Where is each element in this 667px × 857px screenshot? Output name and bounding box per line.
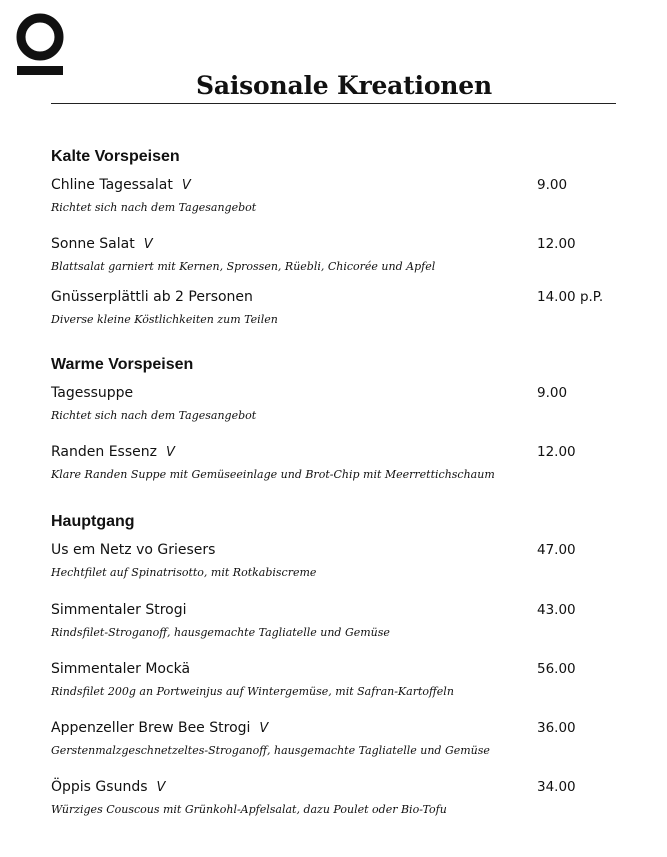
menu-item-description: Klare Randen Suppe mit Gemüseeinlage und Brot-Chip mit Meerrettichschaum <box>51 468 495 481</box>
menu-item-description: Rindsfilet-Stroganoff, hausgemachte Tagliatelle und Gemüse <box>51 626 390 639</box>
menu-item-description: Blattsalat garniert mit Kernen, Sprossen, Rüebli, Chicorée und Apfel <box>51 260 436 273</box>
title-divider <box>51 103 616 104</box>
menu-item-description: Gerstenmalzgeschnetzeltes-Stroganoff, hausgemachte Tagliatelle und Gemüse <box>51 744 490 757</box>
vegetarian-icon: V <box>165 445 175 460</box>
menu-item-name-row <box>51 720 268 736</box>
menu-item-description: Richtet sich nach dem Tagesangebot <box>51 201 257 214</box>
menu-item <box>51 177 611 219</box>
menu-item-name-row <box>51 236 153 252</box>
menu-item-description: Würziges Couscous mit Grünkohl-Apfelsalat, dazu Poulet oder Bio-Tofu <box>51 803 447 816</box>
menu-item-name: Sonne Salat <box>51 236 135 252</box>
vegetarian-icon: V <box>143 237 153 252</box>
menu-item-name: Appenzeller Brew Bee Strogi <box>51 720 251 736</box>
menu-item <box>51 236 611 278</box>
menu-item <box>51 385 611 427</box>
menu-item-price: 56.00 <box>537 661 576 677</box>
menu-item <box>51 661 611 703</box>
restaurant-logo-icon <box>14 13 66 77</box>
vegetarian-icon: V <box>181 178 191 193</box>
menu-item-name: Simmentaler Strogi <box>51 602 187 618</box>
menu-item <box>51 289 611 331</box>
section-title-warme-vorspeisen: Warme Vorspeisen <box>51 356 194 373</box>
menu-item <box>51 444 611 486</box>
page-title: Saisonale Kreationen <box>196 71 492 100</box>
menu-item-price: 9.00 <box>537 385 568 401</box>
menu-item-description: Diverse kleine Köstlichkeiten zum Teilen <box>51 313 278 326</box>
menu-item-price: 47.00 <box>537 542 576 558</box>
menu-item <box>51 602 611 644</box>
menu-item-name-row <box>51 779 165 795</box>
menu-item-description: Richtet sich nach dem Tagesangebot <box>51 409 257 422</box>
section-title-hauptgang: Hauptgang <box>51 513 135 530</box>
menu-item-name-row <box>51 177 191 193</box>
menu-item-name: Simmentaler Mockä <box>51 661 191 677</box>
menu-item-price: 14.00 p.P. <box>537 289 604 305</box>
menu-item-name: Randen Essenz <box>51 444 157 460</box>
menu-item-name: Gnüsserplättli ab 2 Personen <box>51 289 253 305</box>
menu-item <box>51 720 611 762</box>
menu-item <box>51 542 611 584</box>
menu-item-price: 34.00 <box>537 779 576 795</box>
menu-item-description: Rindsfilet 200g an Portweinjus auf Wintergemüse, mit Safran-Kartoffeln <box>51 685 454 698</box>
menu-item-price: 12.00 <box>537 444 576 460</box>
vegetarian-icon: V <box>259 721 269 736</box>
menu-item-price: 43.00 <box>537 602 576 618</box>
menu-item-price: 36.00 <box>537 720 576 736</box>
menu-item-name: Chline Tagessalat <box>51 177 173 193</box>
section-title-kalte-vorspeisen: Kalte Vorspeisen <box>51 148 180 165</box>
menu-item <box>51 779 611 821</box>
menu-item-name: Us em Netz vo Griesers <box>51 542 216 558</box>
vegetarian-icon: V <box>156 780 166 795</box>
menu-item-price: 9.00 <box>537 177 568 193</box>
menu-item-name: Tagessuppe <box>51 385 134 401</box>
menu-item-name-row <box>51 444 175 460</box>
menu-item-name: Öppis Gsunds <box>51 779 148 795</box>
menu-item-price: 12.00 <box>537 236 576 252</box>
menu-item-description: Hechtfilet auf Spinatrisotto, mit Rotkabiscreme <box>51 566 317 579</box>
